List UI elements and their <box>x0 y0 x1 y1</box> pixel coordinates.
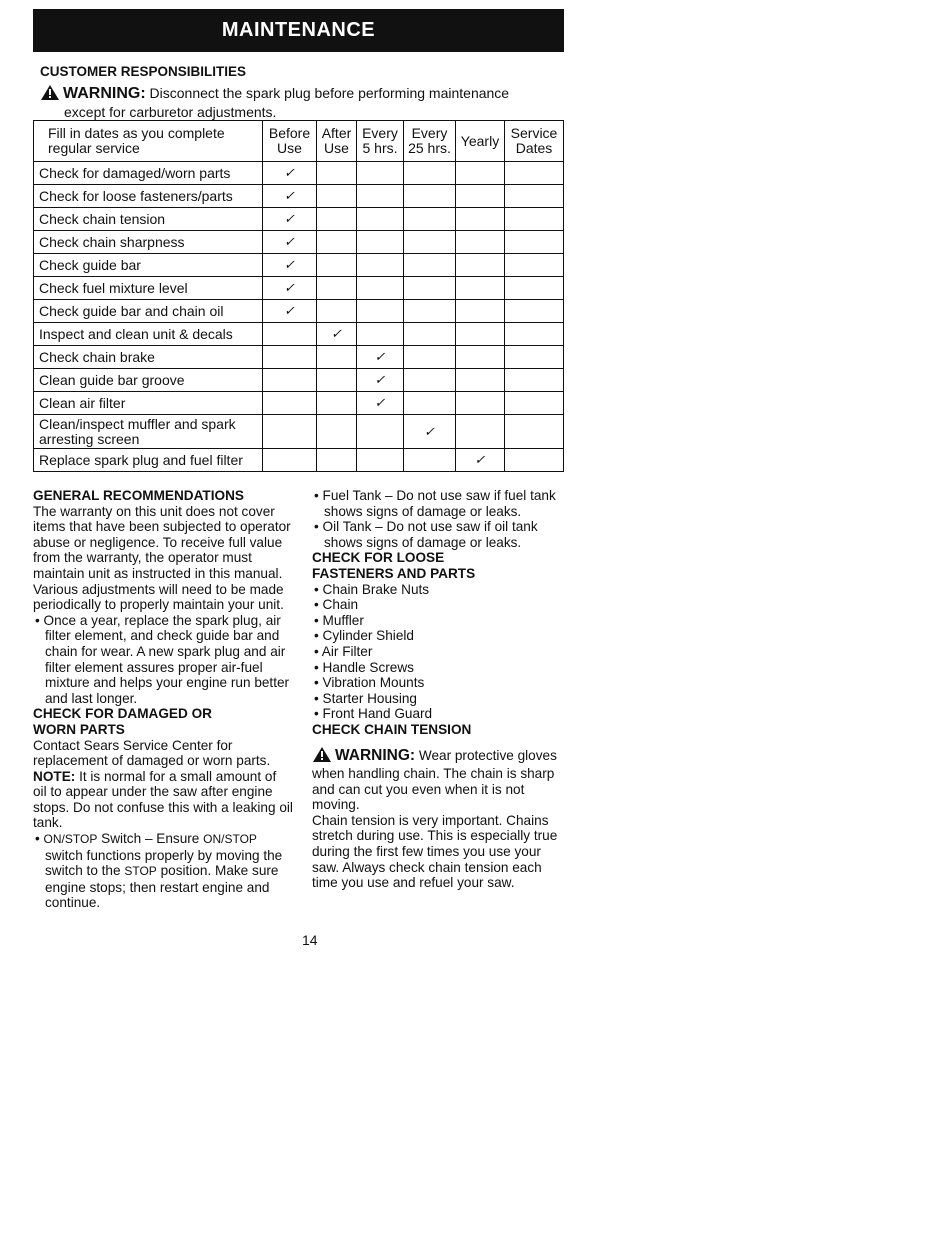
interval-cell <box>456 277 505 300</box>
interval-cell <box>263 346 317 369</box>
task-cell: Replace spark plug and fuel filter <box>34 449 263 472</box>
interval-cell <box>263 449 317 472</box>
interval-cell <box>263 185 317 208</box>
interval-cell <box>404 369 456 392</box>
interval-cell <box>263 323 317 346</box>
service-date-cell <box>505 449 564 472</box>
check-mark-icon: ✓ <box>284 234 295 249</box>
interval-cell <box>404 277 456 300</box>
interval-cell <box>404 185 456 208</box>
interval-cell <box>456 185 505 208</box>
list-item: • Oil Tank – Do not use saw if oil tank shows signs of damage or leaks. <box>314 519 538 550</box>
list-item: • Handle Screws <box>314 659 414 675</box>
check-mark-icon: ✓ <box>424 423 435 439</box>
list-item: • Cylinder Shield <box>314 628 414 644</box>
service-date-cell <box>505 231 564 254</box>
interval-cell <box>357 254 404 277</box>
switch-text-f: position. Make sure engine stops; then restart engine and continue. <box>45 863 279 911</box>
header-before-use: Before Use <box>263 121 317 162</box>
list-item-text: Once a year, replace the spark plug, air filter element, and check guide bar and chain for wear. A new spark plug and air filter element assures proper air-fuel mixture and helps your engine run better and last longer. <box>43 612 290 706</box>
warning-top <box>40 84 560 120</box>
interval-cell <box>317 277 357 300</box>
task-cell: Check chain sharpness <box>34 231 263 254</box>
check-mark-icon: ✓ <box>374 372 386 387</box>
warning-chain <box>312 746 562 813</box>
table-row <box>34 449 564 472</box>
interval-cell <box>317 208 357 231</box>
note-label: NOTE: <box>33 768 76 784</box>
interval-cell <box>263 208 317 231</box>
list-item-text: Muffler <box>322 612 364 628</box>
list-item: • Air Filter <box>314 643 373 659</box>
interval-cell <box>357 392 404 415</box>
interval-cell <box>456 346 505 369</box>
interval-cell <box>456 208 505 231</box>
task-cell: Check for damaged/worn parts <box>34 162 263 185</box>
table-row <box>34 231 564 254</box>
list-item-text: Vibration Mounts <box>322 675 425 691</box>
header-service-dates: Service Dates <box>505 121 564 162</box>
interval-cell <box>357 185 404 208</box>
interval-cell <box>263 415 317 449</box>
warning-triangle-icon <box>40 84 60 104</box>
interval-cell <box>357 346 404 369</box>
interval-cell <box>317 415 357 449</box>
switch-label-e: STOP <box>124 864 157 879</box>
list-item-text: Front Hand Guard <box>322 706 433 722</box>
interval-cell <box>456 392 505 415</box>
interval-cell <box>357 208 404 231</box>
header-yearly: Yearly <box>456 121 505 162</box>
header-every-5-hrs: Every 5 hrs. <box>357 121 404 162</box>
list-item-text: Fuel Tank – Do not use saw if fuel tank shows signs of damage or leaks. <box>322 488 556 519</box>
left-column <box>33 488 293 911</box>
service-date-cell <box>505 346 564 369</box>
service-date-cell <box>505 323 564 346</box>
warning-text-line1: Disconnect the spark plug before performing maintenance <box>149 85 510 101</box>
interval-cell <box>404 415 456 449</box>
check-mark-icon: ✓ <box>331 326 342 341</box>
check-mark-icon: ✓ <box>284 257 295 272</box>
chain-tension-heading: CHECK CHAIN TENSION <box>312 721 472 737</box>
list-item: • Vibration Mounts <box>314 675 425 691</box>
banner-title: MAINTENANCE <box>221 19 376 41</box>
maintenance-schedule-table <box>33 120 564 472</box>
loose-fasteners-list <box>312 582 562 722</box>
task-cell: Clean/inspect muffler and spark arresting screen <box>34 415 263 449</box>
general-recommendations-text: The warranty on this unit does not cover items that have been subjected to operator abuse or negligence. To receive full value from the warranty, the operator must maintain unit as instructed in this manual. Various adjustments will need to be made periodically to properly maintain your unit. <box>33 503 291 613</box>
interval-cell <box>357 162 404 185</box>
interval-cell <box>456 323 505 346</box>
general-recommendations-heading: GENERAL RECOMMENDATIONS <box>33 488 244 503</box>
table-row <box>34 415 564 449</box>
interval-cell <box>317 162 357 185</box>
table-row <box>34 300 564 323</box>
header-task: Fill in dates as you complete regular service <box>34 121 263 162</box>
warning-chain-text: Wear protective gloves when handling chain. The chain is sharp and can cut you even when it is not moving. <box>312 747 557 813</box>
service-date-cell <box>505 254 564 277</box>
check-mark-icon: ✓ <box>284 188 295 203</box>
right-column <box>312 488 562 891</box>
table-row <box>34 323 564 346</box>
damaged-parts-heading-2: WORN PARTS <box>33 721 125 737</box>
interval-cell <box>317 323 357 346</box>
page-number: 14 <box>302 932 318 948</box>
list-item: • Fuel Tank – Do not use saw if fuel tank shows signs of damage or leaks. <box>314 488 556 519</box>
table-row <box>34 208 564 231</box>
list-item: • Muffler <box>314 612 364 628</box>
list-item: • Chain Brake Nuts <box>314 581 430 597</box>
list-item: • Once a year, replace the spark plug, air filter element, and check guide bar and chain for wear. A new spark plug and air filter element assures proper air-fuel mixture and helps your engine run better and last longer. <box>35 612 290 706</box>
check-mark-icon: ✓ <box>284 303 295 318</box>
switch-text-d: switch functions properly by moving the switch to the <box>45 847 283 879</box>
service-date-cell <box>505 300 564 323</box>
interval-cell <box>263 162 317 185</box>
task-cell: Check for loose fasteners/parts <box>34 185 263 208</box>
check-mark-icon: ✓ <box>374 395 386 410</box>
interval-cell <box>456 300 505 323</box>
list-item: • Starter Housing <box>314 690 417 706</box>
warning-text-line2: except for carburetor adjustments. <box>64 104 277 120</box>
interval-cell <box>456 369 505 392</box>
table-row <box>34 346 564 369</box>
warning-triangle-icon <box>312 746 332 767</box>
list-item: • Chain <box>314 597 359 613</box>
interval-cell <box>263 300 317 323</box>
list-item-text: Chain <box>322 597 359 613</box>
check-mark-icon: ✓ <box>284 165 295 180</box>
interval-cell <box>404 449 456 472</box>
interval-cell <box>456 231 505 254</box>
task-cell: Check guide bar <box>34 254 263 277</box>
table-row <box>34 254 564 277</box>
interval-cell <box>357 449 404 472</box>
damaged-parts-text: Contact Sears Service Center for replacement of damaged or worn parts. <box>33 737 271 769</box>
switch-text-b: Switch – Ensure <box>101 831 200 847</box>
task-cell: Clean air filter <box>34 392 263 415</box>
note-paragraph <box>33 769 293 831</box>
interval-cell <box>317 346 357 369</box>
task-cell: Inspect and clean unit & decals <box>34 323 263 346</box>
list-item-text: Chain Brake Nuts <box>322 581 430 597</box>
interval-cell <box>404 323 456 346</box>
interval-cell <box>357 231 404 254</box>
task-cell: Check chain brake <box>34 346 263 369</box>
chain-tension-text: Chain tension is very important. Chains stretch during use. This is especially true during the first few times you use your saw. Always check chain tension each time you use and refuel your saw. <box>312 812 558 891</box>
service-date-cell <box>505 162 564 185</box>
interval-cell <box>357 415 404 449</box>
section-banner <box>33 9 564 52</box>
header-after-use: After Use <box>317 121 357 162</box>
interval-cell <box>263 392 317 415</box>
loose-fasteners-heading-2: FASTENERS AND PARTS <box>312 565 476 581</box>
section-heading: CUSTOMER RESPONSIBILITIES <box>40 64 247 79</box>
loose-fasteners-heading-1: CHECK FOR LOOSE <box>312 550 445 566</box>
list-item-text: Cylinder Shield <box>322 628 414 644</box>
interval-cell <box>357 300 404 323</box>
task-cell: Check chain tension <box>34 208 263 231</box>
interval-cell <box>404 392 456 415</box>
table-row <box>34 162 564 185</box>
task-cell: Check fuel mixture level <box>34 277 263 300</box>
switch-label-a: ON/STOP <box>43 832 98 847</box>
interval-cell <box>357 277 404 300</box>
table-body <box>34 162 564 472</box>
table-row <box>34 185 564 208</box>
table-row <box>34 392 564 415</box>
interval-cell <box>317 449 357 472</box>
interval-cell <box>404 346 456 369</box>
interval-cell <box>317 369 357 392</box>
interval-cell <box>357 369 404 392</box>
list-item: • Front Hand Guard <box>314 706 433 722</box>
task-cell: Check guide bar and chain oil <box>34 300 263 323</box>
table-row <box>34 277 564 300</box>
service-date-cell <box>505 208 564 231</box>
interval-cell <box>317 185 357 208</box>
check-mark-icon: ✓ <box>284 280 295 295</box>
service-date-cell <box>505 392 564 415</box>
interval-cell <box>317 392 357 415</box>
interval-cell <box>404 254 456 277</box>
interval-cell <box>456 449 505 472</box>
check-mark-icon: ✓ <box>374 349 386 364</box>
check-mark-icon: ✓ <box>284 211 295 226</box>
interval-cell <box>263 369 317 392</box>
list-item-text: Starter Housing <box>322 690 417 706</box>
table-row <box>34 369 564 392</box>
interval-cell <box>456 415 505 449</box>
list-item-text: Handle Screws <box>322 659 414 675</box>
interval-cell <box>357 323 404 346</box>
table-header-row <box>34 121 564 162</box>
interval-cell <box>404 162 456 185</box>
check-mark-icon: ✓ <box>474 452 486 467</box>
interval-cell <box>317 254 357 277</box>
service-date-cell <box>505 415 564 449</box>
task-cell: Clean guide bar groove <box>34 369 263 392</box>
header-every-25-hrs: Every 25 hrs. <box>404 121 456 162</box>
warning-label: WARNING: <box>63 85 146 102</box>
service-date-cell <box>505 185 564 208</box>
interval-cell <box>263 231 317 254</box>
interval-cell <box>404 231 456 254</box>
interval-cell <box>317 300 357 323</box>
interval-cell <box>456 254 505 277</box>
service-date-cell <box>505 369 564 392</box>
service-date-cell <box>505 277 564 300</box>
note-text: It is normal for a small amount of oil to appear under the saw after engine stops. Do not confuse this with a leaking oil tank. <box>33 768 293 831</box>
warning-label: WARNING: <box>335 746 416 764</box>
interval-cell <box>404 208 456 231</box>
list-item-text: Air Filter <box>321 643 373 659</box>
interval-cell <box>404 300 456 323</box>
interval-cell <box>456 162 505 185</box>
list-item: • ON/STOP Switch – Ensure ON/STOP switch functions properly by moving the switch to the STOP position. Make sure engine stops; then restart engine and continue. <box>35 831 283 911</box>
interval-cell <box>263 277 317 300</box>
list-item-text: Oil Tank – Do not use saw if oil tank shows signs of damage or leaks. <box>322 519 538 550</box>
switch-label-c: ON/STOP <box>203 832 257 847</box>
interval-cell <box>263 254 317 277</box>
damaged-parts-heading-1: CHECK FOR DAMAGED OR <box>33 706 212 722</box>
interval-cell <box>317 231 357 254</box>
